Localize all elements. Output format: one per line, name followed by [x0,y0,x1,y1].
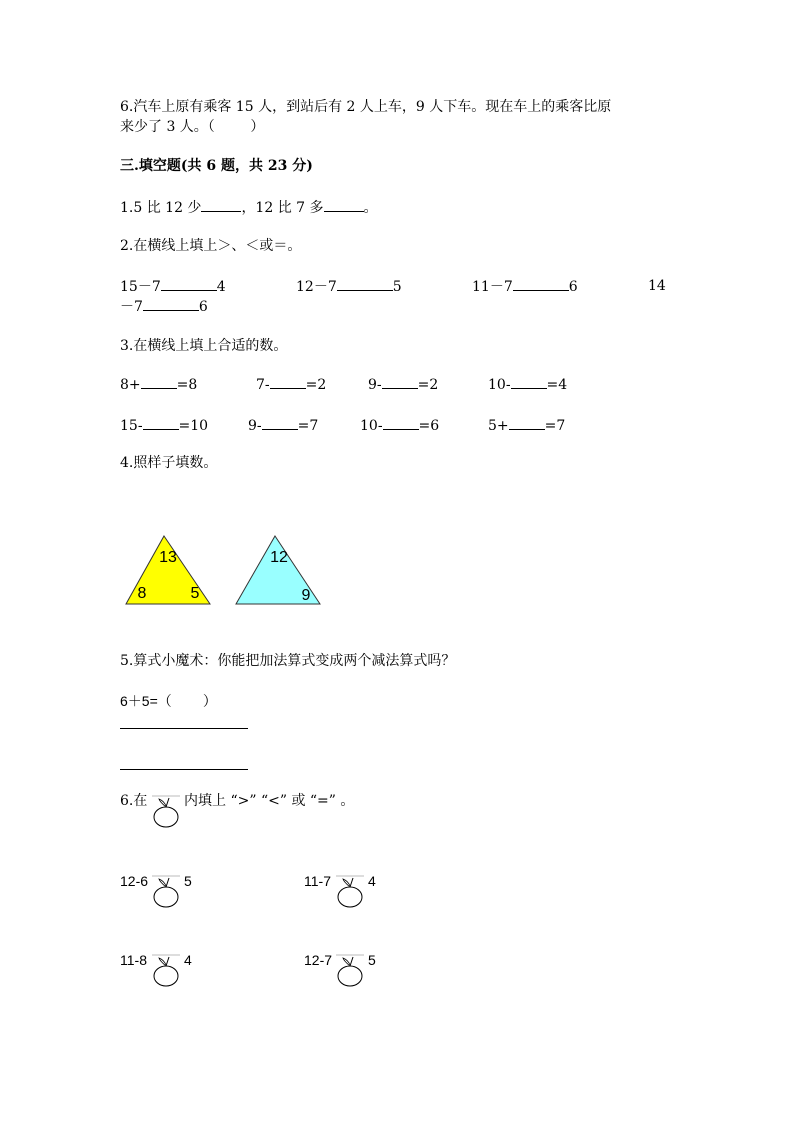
compare-left: 11-8 [120,952,147,968]
apple-icon[interactable] [334,953,366,987]
q3-item-post: =10 [178,418,209,434]
answer-blank[interactable] [511,374,547,389]
q2-title: 2.在横线上填上＞、＜或＝。 [120,238,302,254]
compare-right: 5 [184,873,192,889]
apple-icon[interactable] [150,874,182,908]
q3-item-post: =8 [176,377,198,393]
triangle-top-number: 13 [159,549,177,566]
compare-left: 11-7 [304,873,331,889]
answer-blank[interactable] [141,374,177,389]
fill-question-1 [120,197,378,218]
apple-icon[interactable] [150,953,182,987]
compare-right: 4 [368,873,376,889]
answer-blank[interactable] [324,197,364,212]
compare-right: 4 [184,952,192,968]
q3-item-pre: 10- [488,377,511,393]
q6-title-post: 内填上 “>” “<” 或 “=” 。 [184,793,355,809]
q2-item-left: 12－7 [296,279,337,295]
triangle-right-number: 5 [190,585,200,602]
q2-item-left: 15－7 [120,279,161,295]
answer-line[interactable] [120,728,248,729]
apple-icon[interactable] [334,874,366,908]
q3-item [120,415,208,436]
judge-question-line-1: 6.汽车上原有乘客 15 人，到站后有 2 人上车，9 人下车。现在车上的乘客比原 [120,99,612,115]
q3-item-pre: 15- [120,418,143,434]
q3-item-pre: 7- [256,377,270,393]
q3-item-pre: 9- [368,377,382,393]
q2-item [120,296,208,317]
q3-item-post: =7 [544,418,566,434]
q2-item [472,276,578,297]
q3-item-post: =6 [418,418,440,434]
compare-right: 5 [368,952,376,968]
q1-text-a: 1.5 比 12 少 [120,200,202,216]
q2-item-right: 6 [198,299,208,315]
q2-item-right: 5 [392,279,402,295]
q3-item [368,374,438,395]
answer-blank[interactable] [509,415,545,430]
q3-title: 3.在横线上填上合适的数。 [120,338,288,354]
q1-text-b: ，12 比 7 多 [241,200,324,216]
compare-left: 12-6 [120,873,149,889]
q1-text-c: 。 [363,200,378,216]
q3-item-pre: 10- [360,418,383,434]
q3-item [360,415,439,436]
q3-item [248,415,318,436]
q3-item [256,374,326,395]
q2-item-right: 4 [216,279,226,295]
triangle-left-number: 8 [137,585,147,602]
answer-blank[interactable] [337,276,393,291]
answer-blank[interactable] [201,197,241,212]
answer-blank[interactable] [262,415,298,430]
q4-title: 4.照样子填数。 [120,455,218,471]
q6-title-pre: 6.在 [120,793,148,809]
q5-title: 5.算式小魔术：你能把加法算式变成两个减法算式吗？ [120,653,456,669]
q2-item [120,276,226,297]
q3-item-pre: 9- [248,418,262,434]
q3-item-pre: 5+ [488,418,509,434]
compare-left: 12-7 [304,952,333,968]
answer-blank[interactable] [161,276,217,291]
answer-blank[interactable] [383,415,419,430]
q2-item-left: 11－7 [472,279,513,295]
triangle-top-number: 12 [270,549,288,566]
q3-item-post: =2 [305,377,327,393]
judge-question-line-2: 来少了 3 人。（ ） [120,119,265,135]
q2-item-right: 6 [568,279,578,295]
answer-blank[interactable] [143,415,179,430]
exercise-triangle [234,534,334,606]
q2-item [296,276,402,297]
answer-blank[interactable] [513,276,569,291]
example-triangle [124,534,224,606]
q3-item-post: =7 [297,418,319,434]
q3-item [488,374,567,395]
apple-icon [150,794,182,828]
q2-item-left: －7 [120,299,143,315]
answer-line[interactable] [120,769,248,770]
answer-blank[interactable] [382,374,418,389]
answer-blank[interactable] [270,374,306,389]
q2-item-start: 14 [648,278,666,294]
q3-item-pre: 8+ [120,377,141,393]
answer-blank[interactable] [143,296,199,311]
q3-item-post: =2 [417,377,439,393]
section-title: 三.填空题(共 6 题，共 23 分) [120,158,313,174]
q3-item-post: =4 [546,377,568,393]
q5-expression: 6＋5=（ ） [120,693,217,709]
q3-item [120,374,197,395]
q3-item [488,415,565,436]
triangle-right-number: 9 [301,587,311,604]
